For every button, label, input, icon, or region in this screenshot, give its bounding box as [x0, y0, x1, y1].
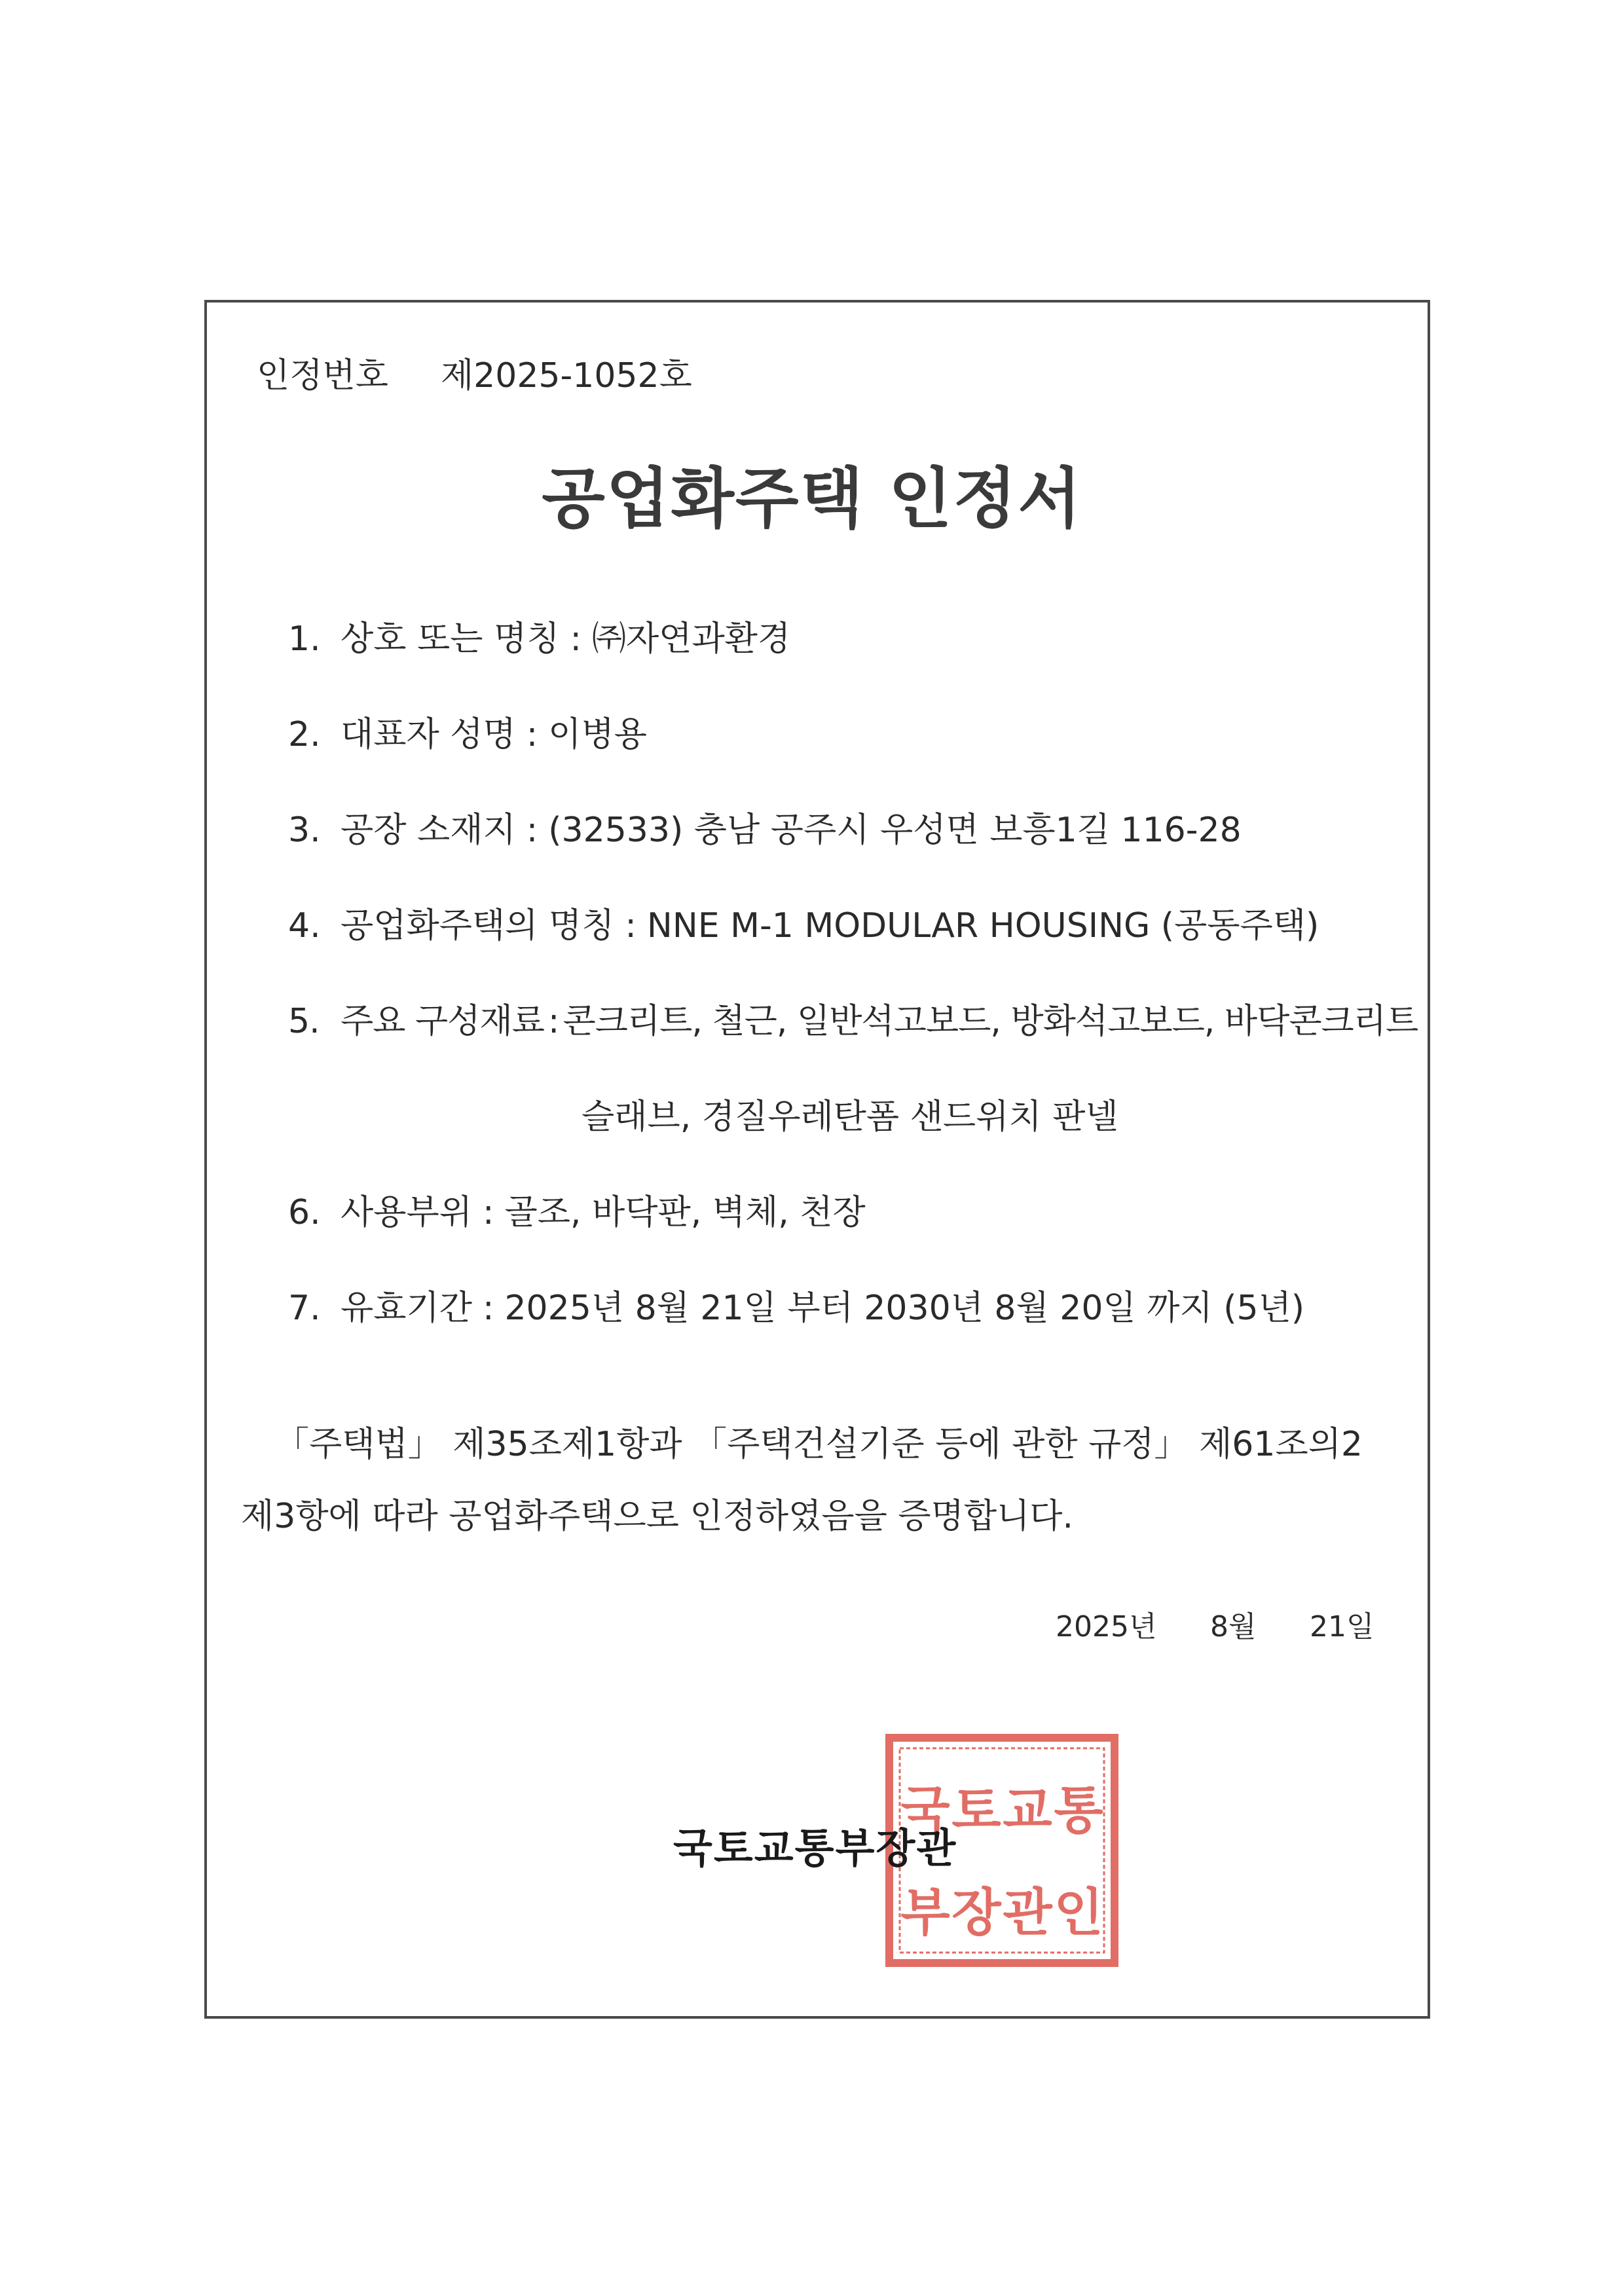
item-number: 3. — [288, 811, 321, 850]
item-separator: : — [625, 906, 637, 946]
seal-character: 통 — [1054, 1780, 1103, 1841]
item-value: 2025년 8월 21일 부터 2030년 8월 20일 까지 (5년) — [504, 1289, 1305, 1328]
item-value: ㈜자연과환경 — [591, 619, 791, 659]
item-separator: : — [570, 619, 581, 659]
item-number: 1. — [288, 619, 321, 659]
item-factory-location — [288, 811, 1242, 850]
item-usage-area — [288, 1193, 866, 1232]
item-separator: : — [526, 715, 538, 754]
seal-character: 국 — [900, 1780, 950, 1841]
item-label: 주요 구성재료 — [341, 1002, 544, 1041]
item-company-name — [288, 619, 791, 659]
item-separator: : — [482, 1193, 494, 1232]
item-main-materials — [288, 1002, 1418, 1041]
item-number: 4. — [288, 906, 321, 946]
certificate-number-value: 제2025-1052호 — [440, 356, 692, 395]
item-value: 콘크리트, 철근, 일반석고보드, 방화석고보드, 바닥콘크리트 — [563, 1002, 1418, 1041]
seal-character: 교 — [1003, 1780, 1052, 1841]
item-value: 이병용 — [548, 715, 647, 754]
certificate-border — [204, 300, 1430, 2019]
certificate-number — [257, 356, 692, 395]
issue-date-year: 2025년 — [1056, 1610, 1157, 1643]
item-label: 공장 소재지 — [341, 811, 516, 850]
item-label: 상호 또는 명칭 — [341, 619, 560, 659]
seal-character: 토 — [951, 1780, 1001, 1841]
item-main-materials-continuation: 슬래브, 경질우레탄폼 샌드위치 판넬 — [581, 1097, 1118, 1137]
document-title: 공업화주택 인정서 — [542, 460, 1082, 537]
seal-character: 관 — [1003, 1882, 1052, 1943]
item-validity-period — [288, 1289, 1305, 1328]
seal-character: 부 — [900, 1882, 950, 1943]
item-separator: : — [482, 1289, 494, 1328]
statement-line-1: 「주택법」 제35조제1항과 「주택건설기준 등에 관한 규정」 제61조의2 — [275, 1425, 1363, 1464]
statement-line-2: 제3항에 따라 공업화주택으로 인정하였음을 증명합니다. — [241, 1497, 1074, 1536]
item-number: 6. — [288, 1193, 321, 1232]
item-value: 골조, 바닥판, 벽체, 천장 — [504, 1193, 866, 1232]
seal-character: 인 — [1054, 1882, 1103, 1943]
item-label: 공업화주택의 명칭 — [341, 906, 615, 946]
item-number: 5. — [288, 1002, 320, 1041]
item-housing-name — [288, 906, 1320, 946]
issuer-name: 국토교통부장관 — [673, 1824, 957, 1872]
item-value: (32533) 충남 공주시 우성면 보흥1길 116-28 — [548, 811, 1242, 850]
item-value: NNE M-1 MODULAR HOUSING (공동주택) — [646, 906, 1320, 946]
item-label: 사용부위 — [341, 1193, 472, 1232]
item-label: 유효기간 — [341, 1289, 472, 1328]
certificate-number-label: 인정번호 — [257, 356, 388, 395]
item-label: 대표자 성명 — [341, 715, 516, 754]
issue-date-day: 21일 — [1310, 1610, 1375, 1643]
seal-character: 장 — [951, 1882, 1001, 1943]
item-separator: : — [547, 1002, 559, 1041]
item-number: 2. — [288, 715, 321, 754]
item-representative — [288, 715, 647, 754]
item-separator: : — [526, 811, 538, 850]
issue-date-month: 8월 — [1210, 1610, 1257, 1643]
item-number: 7. — [288, 1289, 321, 1328]
